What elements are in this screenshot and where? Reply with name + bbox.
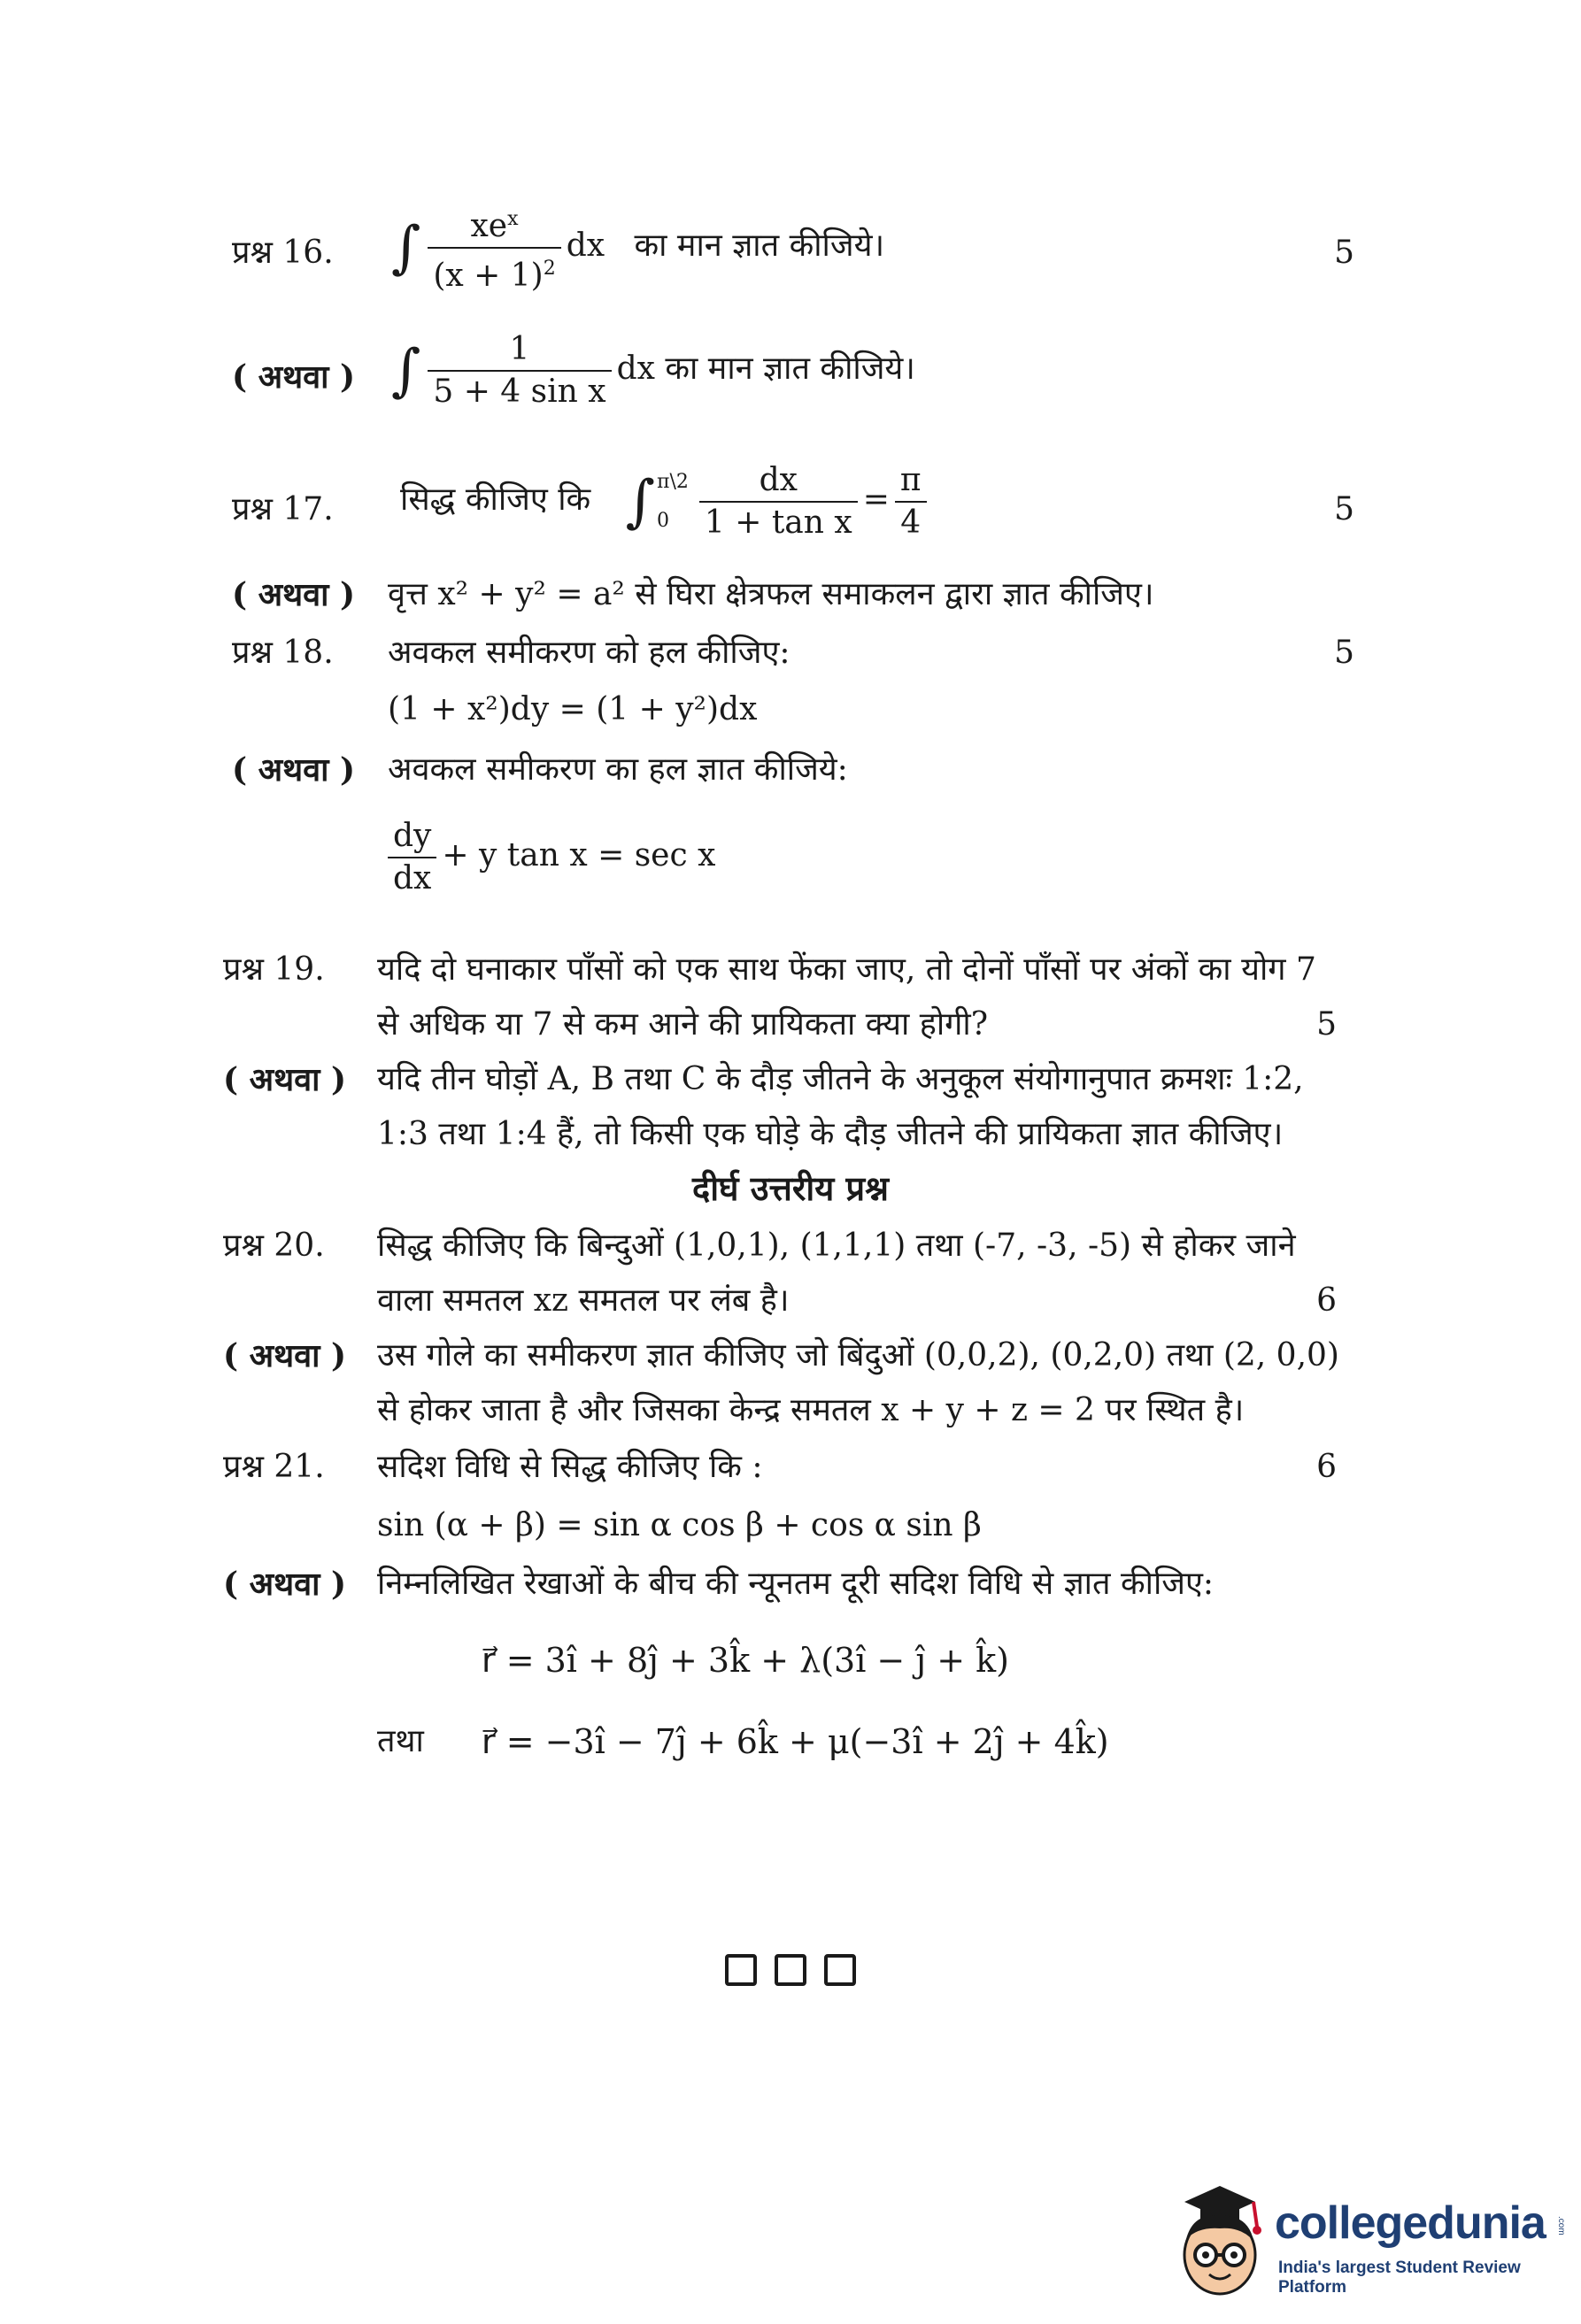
q16-expression: [391, 199, 884, 296]
q21-marks: 6: [1316, 1449, 1337, 1485]
q17-text: सिद्ध कीजिए कि: [400, 481, 591, 518]
q17-rhs-fraction: $\frac{\pi}{4}$: [895, 460, 927, 543]
q18-alt-text: अवकल समीकरण का हल ज्ञात कीजिये:: [388, 751, 848, 788]
q16-alt-expression: [391, 329, 915, 412]
q17-alt-label: ( अथवा ): [232, 576, 355, 613]
square-icon: [824, 1954, 856, 1986]
q21-alt-label: ( अथवा ): [223, 1566, 346, 1603]
collegedunia-logo: [1167, 2177, 1574, 2310]
integral-sign-icon: ∫: [391, 338, 421, 404]
q21-connector: तथा: [377, 1723, 424, 1759]
q16-alt-label: ( अथवा ): [232, 358, 355, 396]
q20-text: सिद्ध कीजिए कि बिन्दुओं (1,0,1), (1,1,1) तथा (-7, -3, -5) से होकर जाने वाला समतल xz समतल पर लंब है।: [377, 1227, 1296, 1319]
q19-alt-label: ( अथवा ): [223, 1061, 346, 1098]
q18-alt-fraction: $\frac{dy}{dx}$: [388, 816, 436, 899]
q17-fraction: $\frac{dx}{\text{1 + tan x}}$: [699, 460, 858, 543]
brand-suffix: .com: [1556, 2216, 1566, 2236]
q21-label: प्रश्न 21.: [223, 1449, 325, 1485]
q21-line1: r⃗ = 3î + 8ĵ + 3k̂ + λ(3î − ĵ + k̂): [482, 1641, 1009, 1680]
square-icon: [775, 1954, 806, 1986]
q18-label: प्रश्न 18.: [232, 635, 334, 671]
q18-alt-equation: $\frac{dy}{dx}$ + y tan x = sec x: [388, 816, 715, 899]
q16-label: प्रश्न 16.: [232, 235, 334, 271]
q20-label: प्रश्न 20.: [223, 1227, 325, 1264]
q19-label: प्रश्न 19.: [223, 951, 325, 988]
q21-alt-text: निम्नलिखित रेखाओं के बीच की न्यूनतम दूरी सदिश विधि से ज्ञात कीजिए:: [377, 1566, 1215, 1602]
q17-marks: 5: [1334, 491, 1354, 527]
q16-dx: dx: [566, 227, 605, 264]
q19-text: यदि दो घनाकार पाँसों को एक साथ फेंका जाए, तो दोनों पाँसों पर अंकों का योग 7 से अधिक या 7 से कम आने की प्रायिकता क्या होगी?: [377, 951, 1316, 1043]
q17-expression: सिद्ध कीजिए कि ∫ π\2 0 $\frac{dx}{\text{1 + tan x}}$ = $\frac{\pi}{4}$: [400, 460, 932, 543]
integral-sign-icon: ∫: [625, 469, 655, 535]
q16-alt-text: dx का मान ज्ञात कीजिये।: [616, 350, 915, 387]
section-heading: दीर्घ उत्तरीय प्रश्न: [692, 1168, 889, 1208]
q21-equation: sin (α + β) = sin α cos β + cos α sin β: [377, 1507, 982, 1543]
q16-text: का मान ज्ञात कीजिये।: [634, 227, 885, 264]
square-icon: [725, 1954, 757, 1986]
integral-sign-icon: ∫: [391, 215, 421, 281]
q21-text: सदिश विधि से सिद्ध कीजिए कि :: [377, 1449, 763, 1485]
q19-alt-text: यदि तीन घोड़ों A, B तथा C के दौड़ जीतने के अनुकूल संयोगानुपात क्रमशः 1:2, 1:3 तथा 1:4 हैं, तो किसी एक घोड़े के दौड़ जीतने की प्रायिकता ज्ञात कीजिए।: [377, 1061, 1304, 1152]
q17-limits: π\2 0: [657, 471, 689, 532]
mascot-icon: [1167, 2177, 1273, 2310]
q18-text: अवकल समीकरण को हल कीजिए:: [388, 635, 790, 671]
q20-alt-text: उस गोले का समीकरण ज्ञात कीजिए जो बिंदुओं (0,0,2), (0,2,0) तथा (2, 0,0) से होकर जाता है और जिसका केन्द्र समतल x + y + z = 2 पर स्थित है।: [377, 1337, 1339, 1428]
q18-alt-label: ( अथवा ): [232, 751, 355, 789]
q21-line2: r⃗ = −3î − 7ĵ + 6k̂ + μ(−3î + 2ĵ + 4k̂): [482, 1722, 1109, 1761]
q16-marks: 5: [1334, 235, 1354, 271]
q16-alt-fraction: $\frac{1}{\text{5 + 4 sin x}}$: [428, 329, 611, 412]
q19-marks: 5: [1316, 1006, 1337, 1043]
q18-equation: (1 + x²)dy = (1 + y²)dx: [388, 691, 758, 727]
brand-name: collegedunia: [1275, 2197, 1546, 2249]
q20-marks: 6: [1316, 1282, 1337, 1319]
q17-label: प्रश्न 17.: [232, 491, 334, 527]
q20-alt-label: ( अथवा ): [223, 1337, 346, 1374]
q17-alt-text: वृत्त x² + y² = a² से घिरा क्षेत्रफल समाकलन द्वारा ज्ञात कीजिए।: [388, 576, 1154, 612]
q16-fraction: $\frac{xe^x}{(x + 1)^2}$: [428, 199, 560, 296]
brand-tagline: India's largest Student Review Platform: [1278, 2259, 1521, 2297]
q18-marks: 5: [1334, 635, 1354, 671]
end-of-section-marker: [0, 1954, 1581, 1989]
